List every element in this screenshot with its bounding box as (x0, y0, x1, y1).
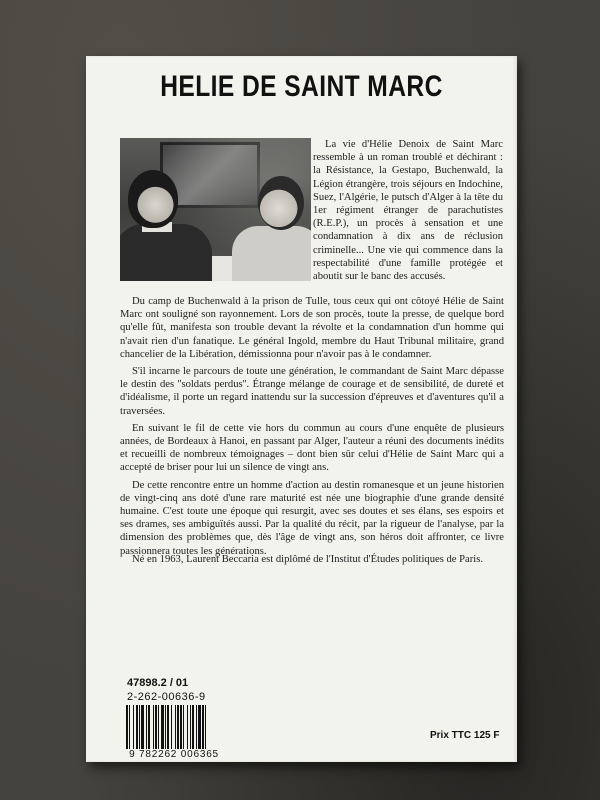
paragraph: En suivant le fil de cette vie hors du commun au cours d'une enquête de plusieurs années, de Bordeaux à Hanoi, en passant par Alger, l'auteur a réuni des documents inédits et recueilli de nombreux témoignages – dont bien sûr celui d'Hélie de Saint Marc qui a accepté de briser pour lui un silence de vingt ans. (120, 422, 504, 474)
old-man (232, 226, 311, 281)
paragraph: De cette rencontre entre un homme d'action au destin romanesque et un jeune historien de vingt-cinq ans doté d'une rare maturité est née une biographie d'une grande densité humaine. C'est toute une époque qui resurgit, avec ses doutes et ses élans, ses espoirs et ses drames, ses ambiguïtés aussi. Par la qualité du récit, par la rigueur de l'analyse, par la dimension des problèmes que, dès l'âge de vingt ans, son héros doit affronter, ce livre passionnera toutes les générations. (120, 479, 504, 557)
young-man (120, 224, 212, 281)
cover-photo (120, 138, 311, 281)
paragraph: Du camp de Buchenwald à la prison de Tulle, tous ceux qui ont côtoyé Hélie de Saint Marc ont souligné son rayonnement. Lors de son procès, toute la presse, de quelque bord qu'elle fût, manifesta son trouble devant la révolte et la condamnation d'un homme qui n'avait rien d'un fanatique. Le général Ingold, membre du Haut Tribunal militaire, grand chancelier de la Libération, démissionna pour n'avoir pas à le condamner. (120, 296, 504, 360)
paragraph: S'il incarne le parcours de toute une génération, le commandant de Saint Marc dépasse le destin des ''soldats perdus''. Étrange mélange de courage et de sensibilité, de dureté et d'idéalisme, il porte un regard inattendu sur la succession d'épreuves et d'aventures qu'il a traversées. (120, 366, 504, 417)
barcode-number: 9 782262 006365 (129, 749, 219, 760)
catalog-code: 47898.2 / 01 (127, 677, 189, 689)
author-note: Né en 1963, Laurent Beccaria est diplômé de l'Institut d'Études politiques de Paris. (132, 554, 483, 565)
description-body (120, 295, 504, 562)
book-title: HELIE DE SAINT MARC (160, 70, 443, 103)
isbn: 2-262-00636-9 (127, 691, 206, 703)
photo-credit: Photo Robert Cohen/Agip Maquette Daniel ARNAULT (518, 466, 524, 609)
intro-paragraph: La vie d'Hélie Denoix de Saint Marc ressemble à un roman troublé et déchirant : la Résistance, la Gestapo, Buchenwald, la Légion étrangère, trois séjours en Indochine, Suez, l'Algérie, le putsch d'Alger à la tête du 1er régiment étranger de parachutistes (R.E.P.), un procès à sensation et une condamnation à dix ans de réclusion criminelle... Une vie qui commence dans la respectabilité d'une famille protégée et aboutit sur le banc des accusés. (313, 139, 503, 283)
barcode (124, 705, 228, 749)
price: Prix TTC 125 F (430, 730, 500, 741)
book-back-cover (86, 56, 524, 762)
